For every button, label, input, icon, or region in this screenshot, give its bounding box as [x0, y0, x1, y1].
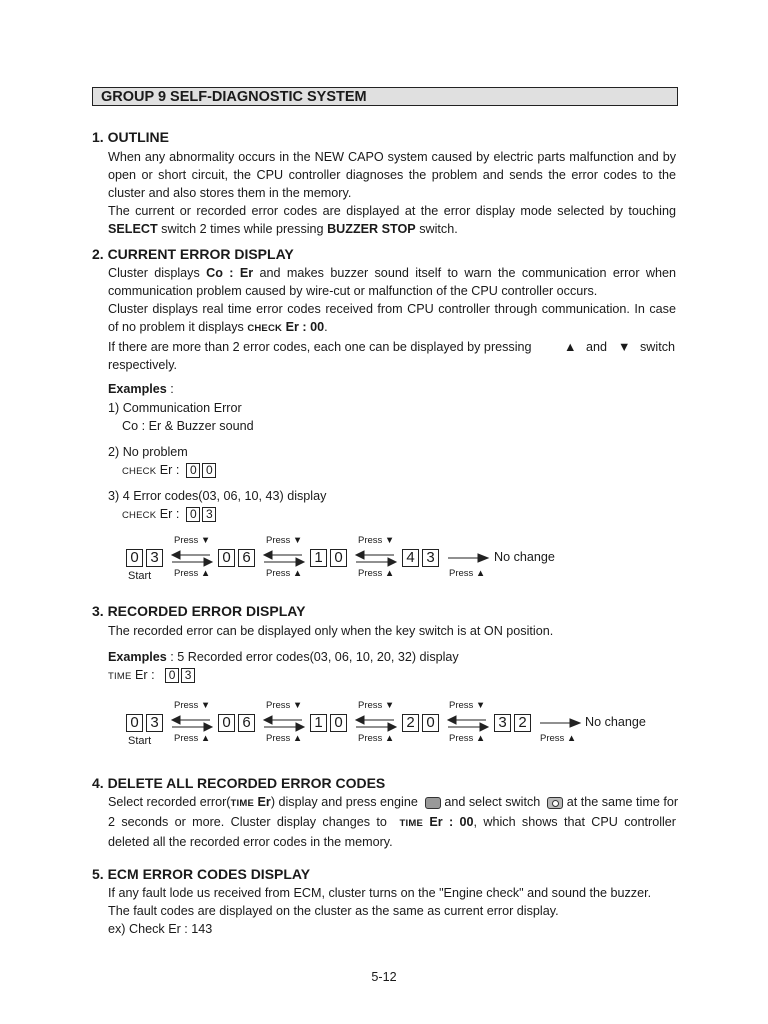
press-up-label: Press ▲ [174, 733, 211, 744]
press-down-label: Press ▼ [266, 700, 303, 711]
digit-box: 1 [310, 714, 327, 732]
text-line: The fault codes are displayed on the cluster as the same as current error display. [108, 904, 559, 918]
text-line: If any fault lode us received from ECM, cluster turns on the "Engine check" and sound the buzzer. [108, 886, 652, 900]
text: , which shows that CPU controller [473, 815, 676, 829]
text: . [324, 320, 328, 334]
time-label: TIME [230, 798, 254, 809]
digit-box: 6 [238, 714, 255, 732]
digit-box: 0 [330, 714, 347, 732]
press-down-label: Press ▼ [174, 700, 211, 711]
text-line: ex) Check Er : 143 [108, 922, 213, 936]
text: ) display and press engine [270, 795, 418, 809]
time-label: TIME [399, 818, 424, 829]
text: If there are more than 2 error codes, each one can be displayed by pressing [108, 340, 532, 354]
digit-box: 6 [238, 549, 255, 567]
er-00-label: Er : 00 [282, 320, 325, 334]
press-down-label: Press ▼ [358, 535, 395, 546]
recorded-error-text: The recorded error can be displayed only when the key switch is at ON position. [108, 624, 554, 638]
text: : [166, 382, 174, 396]
check-label: CHECK [122, 466, 157, 477]
digit-box: 0 [218, 549, 235, 567]
press-up-label: Press ▲ [174, 568, 211, 579]
page-number: 5-12 [371, 970, 397, 984]
text: switch 2 times while pressing [157, 222, 328, 236]
digit-box: 3 [146, 549, 163, 567]
digit-box: 4 [402, 549, 419, 567]
er-label: Er : [159, 507, 180, 521]
digit-box: 0 [202, 463, 216, 478]
heading-current-error: 2. CURRENT ERROR DISPLAY [92, 246, 294, 262]
heading-ecm-error: 5. ECM ERROR CODES DISPLAY [92, 866, 311, 882]
press-up-label: Press ▲ [266, 568, 303, 579]
digit-box: 0 [126, 549, 143, 567]
digit-box: 3 [422, 549, 439, 567]
example-2-title: 2) No problem [108, 445, 188, 459]
text: of no problem it displays [108, 320, 248, 334]
press-up-label: Press ▲ [358, 733, 395, 744]
text-line [108, 813, 676, 833]
press-up-label: Press ▲ [449, 568, 486, 579]
digit-box: 0 [218, 714, 235, 732]
heading-outline: 1. OUTLINE [92, 129, 170, 145]
start-label: Start [128, 735, 152, 747]
section-title: GROUP 9 SELF-DIAGNOSTIC SYSTEM [92, 87, 678, 106]
text-line: respectively. [108, 358, 178, 372]
digit-box: 0 [330, 549, 347, 567]
digit-box: 1 [310, 549, 327, 567]
triangle-up-icon: ▲ [564, 340, 577, 354]
digit-box: 0 [126, 714, 143, 732]
press-down-label: Press ▼ [449, 700, 486, 711]
heading-delete-recorded: 4. DELETE ALL RECORDED ERROR CODES [92, 775, 386, 791]
buzzer-stop-label: BUZZER STOP [327, 222, 416, 236]
triangle-down-icon: ▼ [618, 340, 631, 354]
example-3-title: 3) 4 Error codes(03, 06, 10, 43) display [108, 489, 327, 503]
digit-box: 2 [402, 714, 419, 732]
digit-box: 0 [186, 507, 200, 522]
press-up-label: Press ▲ [358, 568, 395, 579]
press-down-label: Press ▼ [266, 535, 303, 546]
er-label: Er : [159, 463, 180, 477]
text: and makes buzzer sound itself to warn the communication error when [253, 266, 676, 280]
digit-box: 2 [514, 714, 531, 732]
digit-box: 3 [202, 507, 216, 522]
examples-label: Examples [108, 382, 167, 396]
press-down-label: Press ▼ [358, 700, 395, 711]
example-1-title: 1) Communication Error [108, 401, 242, 415]
digit-box: 3 [494, 714, 511, 732]
text-line: The current or recorded error codes are displayed at the error display mode selected by touching [108, 204, 676, 218]
text: Cluster displays [108, 266, 207, 280]
er-label: Er [254, 795, 271, 809]
text: and [586, 340, 608, 354]
ecm-paragraph [108, 884, 676, 938]
text: 2 seconds or more. Cluster display changes to [108, 815, 387, 829]
text: : 5 Recorded error codes(03, 06, 10, 20, 32) display [166, 650, 459, 664]
text-line [108, 793, 679, 813]
text: and select switch [444, 795, 541, 809]
co-er-label: Co : Er [206, 266, 254, 280]
start-label: Start [128, 570, 152, 582]
text: switch [640, 340, 675, 354]
heading-recorded-error: 3. RECORDED ERROR DISPLAY [92, 603, 306, 619]
digit-box: 0 [186, 463, 200, 478]
examples-label: Examples [108, 650, 167, 664]
digit-box: 0 [165, 668, 179, 683]
press-down-label: Press ▼ [174, 535, 211, 546]
text: switch. [415, 222, 458, 236]
press-up-label: Press ▲ [540, 733, 577, 744]
no-change-label: No change [585, 715, 646, 729]
text: Select recorded error( [108, 795, 231, 809]
text-line: deleted all the recorded error codes in the memory. [108, 835, 393, 849]
text-line: cluster and also stores them in the memory. [108, 186, 352, 200]
engine-switch-icon [425, 797, 441, 809]
delete-paragraph [108, 793, 679, 851]
example-1-detail: Co : Er & Buzzer sound [122, 419, 254, 433]
time-label: TIME [108, 671, 132, 682]
press-up-label: Press ▲ [449, 733, 486, 744]
check-label: CHECK [247, 323, 283, 334]
digit-box: 3 [181, 668, 195, 683]
digit-box: 3 [146, 714, 163, 732]
no-change-label: No change [494, 550, 555, 564]
text-line: open or short circuit, the CPU controller diagnoses the problem and sends the error codes to the [108, 168, 676, 182]
er-label: Er : [135, 668, 155, 682]
check-label: CHECK [122, 510, 157, 521]
digit-box: 0 [422, 714, 439, 732]
select-label: SELECT [108, 222, 158, 236]
press-up-label: Press ▲ [266, 733, 303, 744]
er-00-label: Er : 00 [429, 815, 474, 829]
text: at the same time for [566, 795, 679, 809]
text-line: communication problem caused by wire-cut or malfunction of the CPU controller occurs. [108, 284, 598, 298]
text-line: Cluster displays real time error codes received from CPU controller through communication. In case [108, 302, 676, 316]
text-line: When any abnormality occurs in the NEW CAPO system caused by electric parts malfunction and by [108, 150, 676, 164]
select-switch-icon [547, 797, 563, 809]
